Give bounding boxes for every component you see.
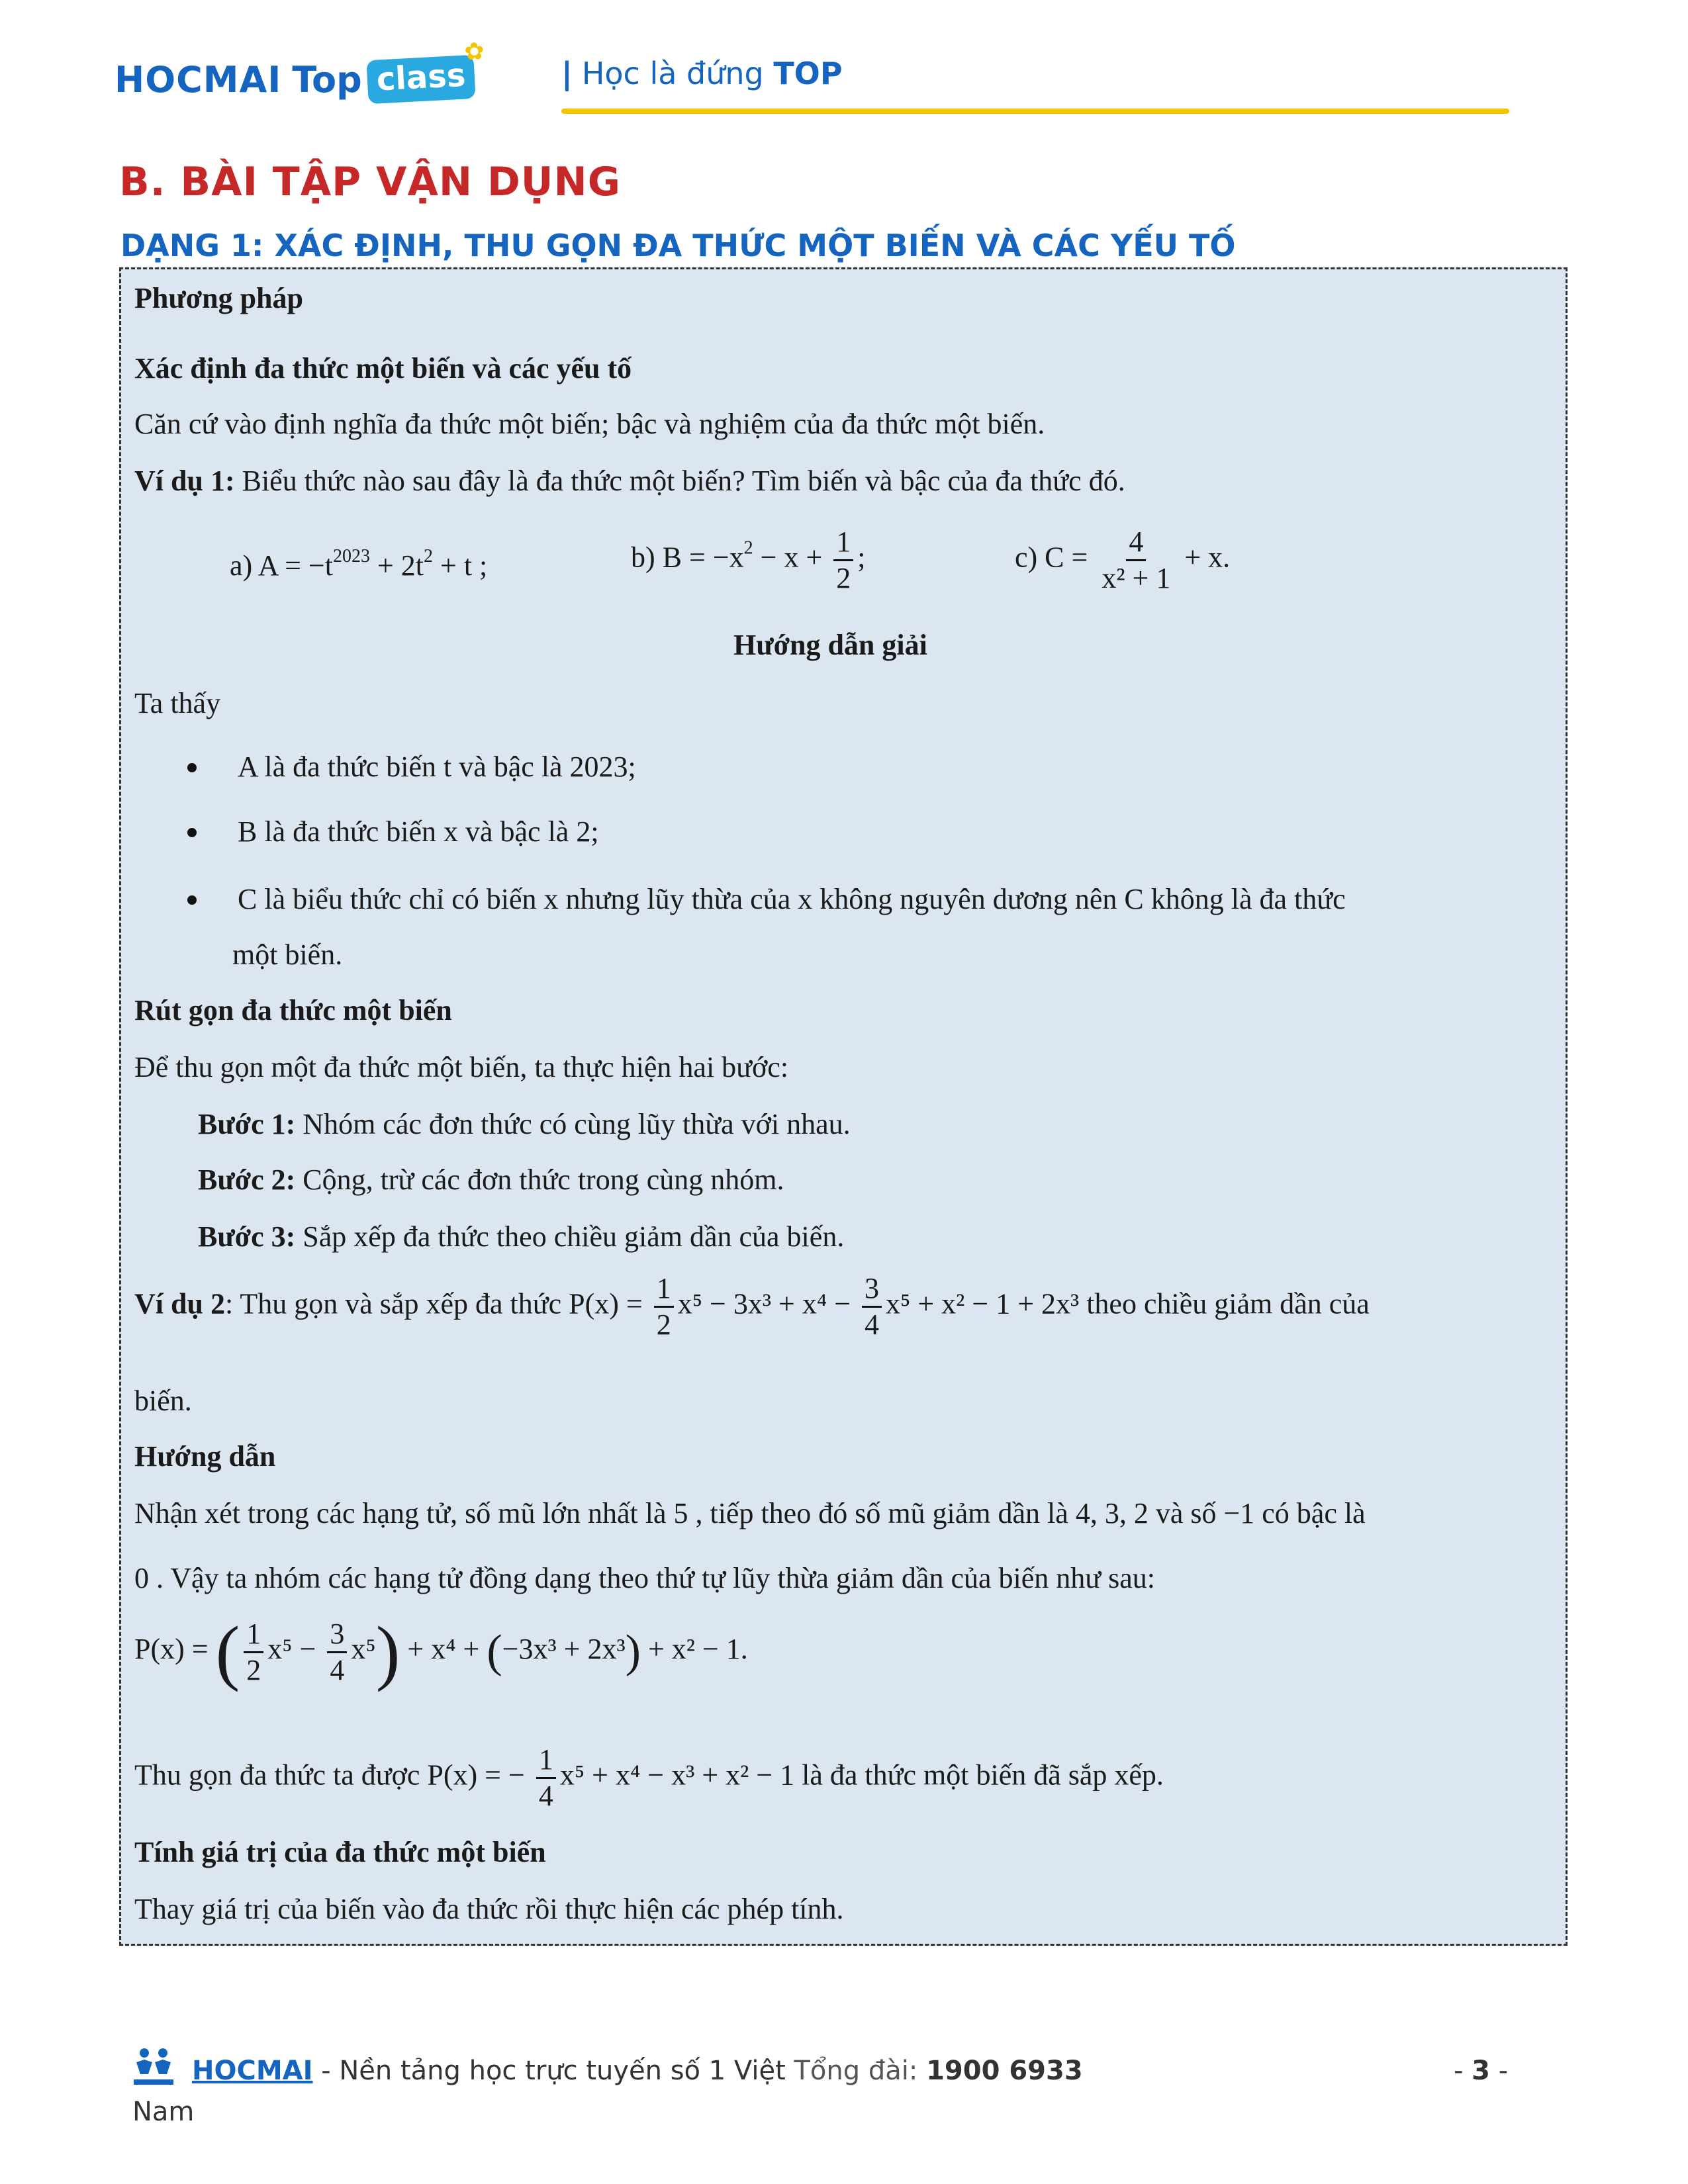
example-1-text: Biểu thức nào sau đây là đa thức một biến? Tìm biến và bậc của đa thức đó. xyxy=(242,465,1125,497)
example-2-label: Ví dụ 2 xyxy=(134,1287,225,1320)
expression-c-prefix: c) C = xyxy=(1015,541,1088,574)
example-2-mid: x⁵ − 3x³ + x⁴ − xyxy=(677,1287,851,1320)
fraction-four-over xyxy=(1099,527,1173,593)
page-number-prefix: - xyxy=(1454,2056,1472,2086)
solution-heading: Hướng dẫn giải xyxy=(733,629,927,661)
fraction-one-half xyxy=(244,1619,263,1685)
slogan-text: Học là đứng xyxy=(581,56,764,91)
guide-heading: Hướng dẫn xyxy=(134,1440,276,1473)
evaluate-paragraph: Thay giá trị của biến vào đa thức rồi thực hiện các phép tính. xyxy=(134,1893,844,1925)
paren-open: ( xyxy=(487,1626,502,1677)
expression-a-suffix: + t ; xyxy=(433,549,488,582)
expression-b xyxy=(631,527,866,593)
section-title: B. BÀI TẬP VẬN DỤNG xyxy=(119,159,621,205)
step-2-text: Cộng, trừ các đơn thức trong cùng nhóm. xyxy=(295,1163,784,1196)
expression-a-prefix: a) A = −t xyxy=(230,549,333,582)
bullet-item-1: A là đa thức biến t và bậc là 2023; xyxy=(238,751,636,783)
expression-b-suffix: ; xyxy=(857,541,866,574)
expression-b-mid: − x + xyxy=(753,541,823,574)
logo-class-badge xyxy=(366,37,485,104)
hocmai-footer-icon xyxy=(130,2044,177,2091)
expression-a xyxy=(230,547,487,580)
page-number-value: 3 xyxy=(1472,2056,1490,2086)
logo-class-text: class xyxy=(375,56,467,99)
fraction-denominator: 4 xyxy=(538,1780,553,1812)
bullet-item-3-cont: một biến. xyxy=(232,938,343,971)
logo-top-text: Top xyxy=(292,58,362,101)
fraction-three-quarters xyxy=(327,1619,347,1685)
footer-hotline: 1900 6933 xyxy=(926,2056,1083,2086)
simplify-paragraph: Để thu gọn một đa thức một biến, ta thực hiện hai bước: xyxy=(134,1051,789,1083)
fraction-one-half xyxy=(833,527,853,593)
simplified-suffix: x⁵ + x⁴ − x³ + x² − 1 là đa thức một biến đã sắp xếp. xyxy=(559,1758,1164,1792)
observation-line-1: Nhận xét trong các hạng tử, số mũ lớn nhất là 5 , tiếp theo đó số mũ giảm dần là 4, 3, 2 và số −1 có bậc là xyxy=(134,1497,1366,1529)
simplified-result xyxy=(134,1745,1164,1811)
footer-hotline-label: Tổng đài: xyxy=(785,2056,927,2086)
expression-a-exponent-2: 2 xyxy=(424,546,434,567)
star-icon: ✿ xyxy=(463,37,485,66)
fraction-denominator: 4 xyxy=(330,1653,345,1686)
footer-text xyxy=(192,2056,1083,2086)
step-2 xyxy=(198,1165,784,1195)
step-3 xyxy=(198,1222,844,1251)
fraction-numerator: 1 xyxy=(244,1619,263,1653)
paren-open: ( xyxy=(215,1612,240,1692)
expression-b-exponent: 2 xyxy=(743,537,753,559)
fraction-three-quarters xyxy=(862,1274,882,1340)
grouped-end: + x² − 1. xyxy=(647,1633,748,1666)
step-1-text: Nhóm các đơn thức có cùng lũy thừa với nhau. xyxy=(295,1108,851,1140)
fraction-numerator: 3 xyxy=(862,1274,882,1308)
heading-simplify: Rút gọn đa thức một biến xyxy=(134,994,452,1026)
step-3-text: Sắp xếp đa thức theo chiều giảm dần của biến. xyxy=(295,1220,845,1253)
fraction-numerator: 1 xyxy=(654,1274,674,1308)
page-number-suffix: - xyxy=(1490,2056,1509,2086)
step-1 xyxy=(198,1110,851,1139)
page-number xyxy=(1454,2056,1508,2086)
step-3-label: Bước 3: xyxy=(198,1220,296,1253)
fraction-denominator: 2 xyxy=(656,1308,671,1341)
heading-evaluate: Tính giá trị của đa thức một biến xyxy=(134,1836,546,1868)
footer-text-cont: Nam xyxy=(132,2097,195,2127)
footer-tagline: - Nền tảng học trực tuyến số 1 Việt xyxy=(312,2056,786,2086)
bullet-icon xyxy=(187,763,197,772)
fraction-numerator: 1 xyxy=(536,1745,556,1779)
bullet-icon xyxy=(187,828,197,837)
expression-a-exponent: 2023 xyxy=(332,546,370,567)
observation-line-2: 0 . Vậy ta nhóm các hạng tử đồng dạng theo thứ tự lũy thừa giảm dần của biến như sau: xyxy=(134,1562,1155,1594)
example-2 xyxy=(134,1274,1370,1340)
slogan xyxy=(561,56,843,91)
example-1-label: Ví dụ 1: xyxy=(134,465,235,497)
slogan-bold: TOP xyxy=(773,56,843,91)
fraction-denominator: x² + 1 xyxy=(1102,562,1171,594)
fraction-one-half xyxy=(654,1274,674,1340)
method-heading: Phương pháp xyxy=(134,282,303,314)
grouped-rest: + x⁴ + xyxy=(407,1633,487,1666)
fraction-denominator: 2 xyxy=(836,562,851,594)
grouped-inner: −3x³ + 2x³ xyxy=(502,1633,626,1666)
fraction-numerator: 4 xyxy=(1126,527,1146,561)
fraction-numerator: 1 xyxy=(833,527,853,561)
fraction-numerator: 3 xyxy=(327,1619,347,1653)
define-paragraph: Căn cứ vào định nghĩa đa thức một biến; bậc và nghiệm của đa thức một biến. xyxy=(134,408,1045,440)
grouped-mid-2: x⁵ xyxy=(351,1633,376,1666)
fraction-denominator: 2 xyxy=(246,1653,261,1686)
bullet-item-3: C là biểu thức chỉ có biến x nhưng lũy thừa của x không nguyên dương nên C không là đa thức xyxy=(238,883,1346,915)
footer-brand-link[interactable]: HOCMAI xyxy=(192,2056,313,2086)
logo-hocmai-text: HOCMAI xyxy=(115,58,282,101)
expression-c-suffix: + x. xyxy=(1184,541,1231,574)
step-2-label: Bước 2: xyxy=(198,1163,296,1196)
grouped-mid-1: x⁵ − xyxy=(267,1633,316,1666)
bullet-icon xyxy=(187,895,197,905)
slogan-divider: | xyxy=(561,56,573,91)
paren-close: ) xyxy=(375,1612,400,1692)
grouped-prefix: P(x) = xyxy=(134,1633,209,1666)
fraction-one-quarter xyxy=(536,1745,556,1811)
subsection-title: DẠNG 1: XÁC ĐỊNH, THU GỌN ĐA THỨC MỘT BIẾN VÀ CÁC YẾU TỐ xyxy=(120,228,1236,263)
example-2-text: : Thu gọn và sắp xếp đa thức P(x) = xyxy=(224,1287,643,1320)
method-box xyxy=(119,267,1568,1946)
expression-b-prefix: b) B = −x xyxy=(631,541,744,574)
example-2-cont: biến. xyxy=(134,1385,192,1417)
heading-define: Xác định đa thức một biến và các yếu tố xyxy=(134,352,632,385)
paren-close: ) xyxy=(625,1626,641,1677)
simplified-prefix: Thu gọn đa thức ta được P(x) = − xyxy=(134,1758,525,1792)
expression-c xyxy=(1015,527,1230,593)
step-1-label: Bước 1: xyxy=(198,1108,296,1140)
fraction-denominator: 4 xyxy=(865,1308,880,1341)
ta-thay: Ta thấy xyxy=(134,687,221,719)
example-2-end: x⁵ + x² − 1 + 2x³ theo chiều giảm dần của xyxy=(886,1287,1370,1320)
expression-a-mid: + 2t xyxy=(369,549,424,582)
example-1 xyxy=(134,467,1125,496)
header-divider xyxy=(561,109,1509,114)
hocmai-topclass-logo xyxy=(115,37,485,113)
bullet-item-2: B là đa thức biến x và bậc là 2; xyxy=(238,815,599,848)
grouped-expression xyxy=(134,1612,748,1692)
